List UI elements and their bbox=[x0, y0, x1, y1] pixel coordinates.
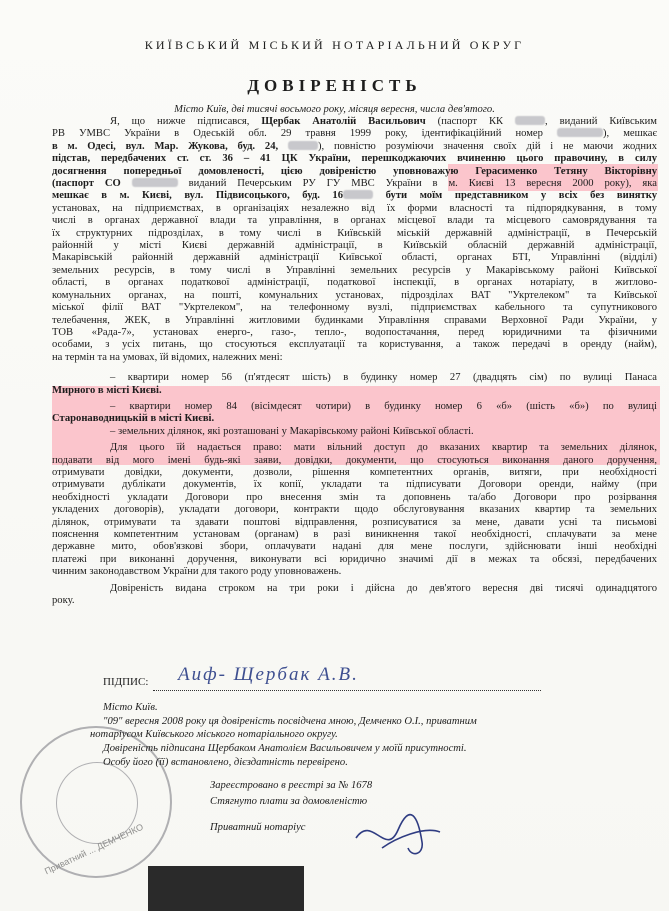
redaction-mark bbox=[132, 178, 178, 187]
body-line: на термін та на умовах, їй відомих, належних мені: bbox=[52, 351, 283, 363]
rights-line: подавати від мого імені будь-які заяви, довідки, документи, що стосуються виконання даного доручення, bbox=[52, 454, 657, 466]
body-line: земельних ресурсів, в тому числі в Управлінні земельних ресурсів у Макарівському районі Київської bbox=[52, 264, 657, 276]
notary-label: Приватний нотаріус bbox=[210, 822, 306, 833]
cert-line: "09" вересня 2008 року ця довіреність посвідчена мною, Демченко О.І., приватним bbox=[103, 716, 477, 727]
rights-line: Для цього їй надається право: мати вільний доступ до вказаних квартир та земельних ділянок, bbox=[110, 442, 657, 454]
rights-line: укладених договорів), укладати договори, контракти щодо обслуговування вказаних квартир та земельних bbox=[52, 504, 657, 516]
apartment-line: – квартири номер 56 (п'ятдесят шість) в будинку номер 27 (двадцять сім) по вулиці Панаса bbox=[110, 372, 657, 384]
cert-line: Місто Київ. bbox=[103, 702, 158, 713]
land-plots-line: – земельних ділянок, які розташовані у Макарівському районі Київської області. bbox=[110, 425, 474, 437]
redaction-mark bbox=[557, 128, 603, 137]
handwritten-signature: Аиф- Щербак А.В. bbox=[178, 664, 359, 685]
body-line: міської філії ВАТ "Укртелеком", на телефонному вузлі, підприємствах кабельного та супутникового bbox=[52, 302, 657, 314]
redaction-mark bbox=[515, 116, 545, 125]
rights-line: платежі при виконанні доручення, виконувати всі юридично значимі дії в межах та обсязі, передбачених bbox=[52, 553, 657, 565]
rights-line: необхідності укладати Договори про внесення змін та доповнень та/або Договори про розірвання bbox=[52, 491, 657, 503]
redaction-mark bbox=[288, 141, 318, 150]
rights-line: пояснення компетентним установам (органам) в разі виникнення такої необхідності, сплачувати за мене bbox=[52, 529, 657, 540]
stamp-text: Приватний ... ДЕМЧЕНКО bbox=[42, 821, 145, 877]
body-line: ТОВ «Рада-7», установах енерго-, газо-, тепло-, водопостачання, перед юридичними та фізичними bbox=[52, 326, 657, 338]
body-line: числі в органах державної влади та управління, в органах місцевої влади та місцевого самоврядування та bbox=[52, 215, 657, 227]
body-line: особами, з усіх питань, що стосуються експлуатації та користування, а також передачі в оренду (найм), bbox=[52, 339, 657, 351]
rights-line: чинним законодавством України для такого роду уповноважень. bbox=[52, 566, 342, 578]
body-line: в м. Одесі, вул. Мар. Жукова, буд. 24, ), повністю розуміючи значення своїх дій і не маючи жодних bbox=[52, 140, 658, 152]
body-line: області, в органах податкової адміністрації, податкової інспекції, в органах нотаріату, в житлово- bbox=[52, 277, 657, 289]
body-line: районній у місті Києві державній адміністрації, в Київській обласній державній адміністрації, bbox=[52, 240, 657, 252]
body-line: РВ УМВС України в Одеській обл. 29 травня 1999 року, ідентифікаційний номер ), мешкає bbox=[52, 128, 657, 140]
rights-line: отримувати довідки, документи, дозволи, рішення компетентних органів, витяги, при необхідності bbox=[52, 466, 657, 478]
cert-line: Особу його (її) встановлено, дієздатність перевірено. bbox=[103, 757, 348, 768]
body-line: (паспорт СО виданий Печерським РУ ГУ МВС України в м. Києві 13 вересня 2000 року), яка bbox=[52, 178, 657, 190]
cert-line: нотаріусом Київського міського нотаріального округу. bbox=[90, 729, 338, 740]
place-date-line: Місто Київ, дві тисячі восьмого року, місяця вересня, числа дев'ятого. bbox=[174, 104, 495, 115]
document-title: ДОВІРЕНІСТЬ bbox=[247, 76, 422, 95]
validity-line: року. bbox=[52, 595, 75, 607]
rights-line: ділянок, отримувати та здавати поштові відправлення, розписуватися за мене, давати усні та письмові bbox=[52, 516, 657, 528]
body-line: комунальних органах, на пошті, комунальних установах, підрозділах ВАТ "Укртелеком" та Київської bbox=[52, 289, 657, 301]
body-line: установах, на підприємствах, в організаціях незалежно від їх форми власності та підпорядкування, в тому bbox=[52, 202, 657, 214]
rights-line: державне мито, обов'язкові збори, оплачувати надані для мене послуги, здійснювати інші необхідні bbox=[52, 541, 657, 553]
signature-label: ПІДПИС: bbox=[103, 676, 149, 688]
apartment-line: – квартири номер 84 (вісімдесят чотири) в будинку номер 6 «б» (шість «б») по вулиці bbox=[110, 400, 657, 412]
body-line: підстав, передбачених ст. ст. 36 – 41 ЦК України, перешкоджаючих вчиненню цього правочину, в силу bbox=[52, 153, 657, 165]
signature-line bbox=[153, 690, 541, 691]
registry-number: Зареєстровано в реєстрі за № 1678 bbox=[210, 780, 373, 791]
validity-line: Довіреність видана строком на три роки і дійсна до дев'ятого вересня дві тисячі одинадцятого bbox=[110, 582, 657, 594]
power-of-attorney-body bbox=[52, 116, 657, 607]
body-line: Макарівській районній державній адміністрації Київської області, органах БТІ, Управлінні (відділі) bbox=[52, 252, 657, 264]
apartment-line: Старонаводницькій в місті Києві. bbox=[52, 413, 215, 425]
body-line: Я, що нижче підписався, Щербак Анатолій Васильович (паспорт КК , виданий Київським bbox=[110, 116, 657, 127]
body-line: досягнення попередньої домовленості, цією довіреністю уповноважую Герасименко Тетяну Вікторівну bbox=[52, 165, 657, 177]
notary-signature-icon bbox=[352, 808, 444, 866]
cert-line: Довіреність підписана Щербаком Анатолієм Васильовичем у моїй присутності. bbox=[103, 743, 467, 754]
apartment-line: Мирного в місті Києві. bbox=[52, 384, 162, 396]
body-line: телебачення, ЖЕК, в Управлінні житловими будинками Управління справами Верховної Ради України, у bbox=[52, 314, 657, 326]
notarial-district-header: КИЇВСЬКИЙ МІСЬКИЙ НОТАРІАЛЬНИЙ ОКРУГ bbox=[144, 38, 525, 52]
body-line: їх структурних підрозділах, в тому числі в Київській міській державній адміністрації, в Печерській bbox=[52, 227, 657, 239]
rights-line: отримувати дублікати документів, їх копії, укладати та підписувати Договори оренди, найму (при bbox=[52, 479, 657, 491]
redaction-mark bbox=[343, 190, 373, 199]
redaction-block bbox=[148, 866, 304, 911]
body-line: мешкає в м. Києві, вул. Підвисоцького, буд. 16 бути моїм представником у всіх без винятку bbox=[52, 190, 657, 202]
fee-line: Стягнуто плати за домовленістю bbox=[210, 796, 368, 807]
